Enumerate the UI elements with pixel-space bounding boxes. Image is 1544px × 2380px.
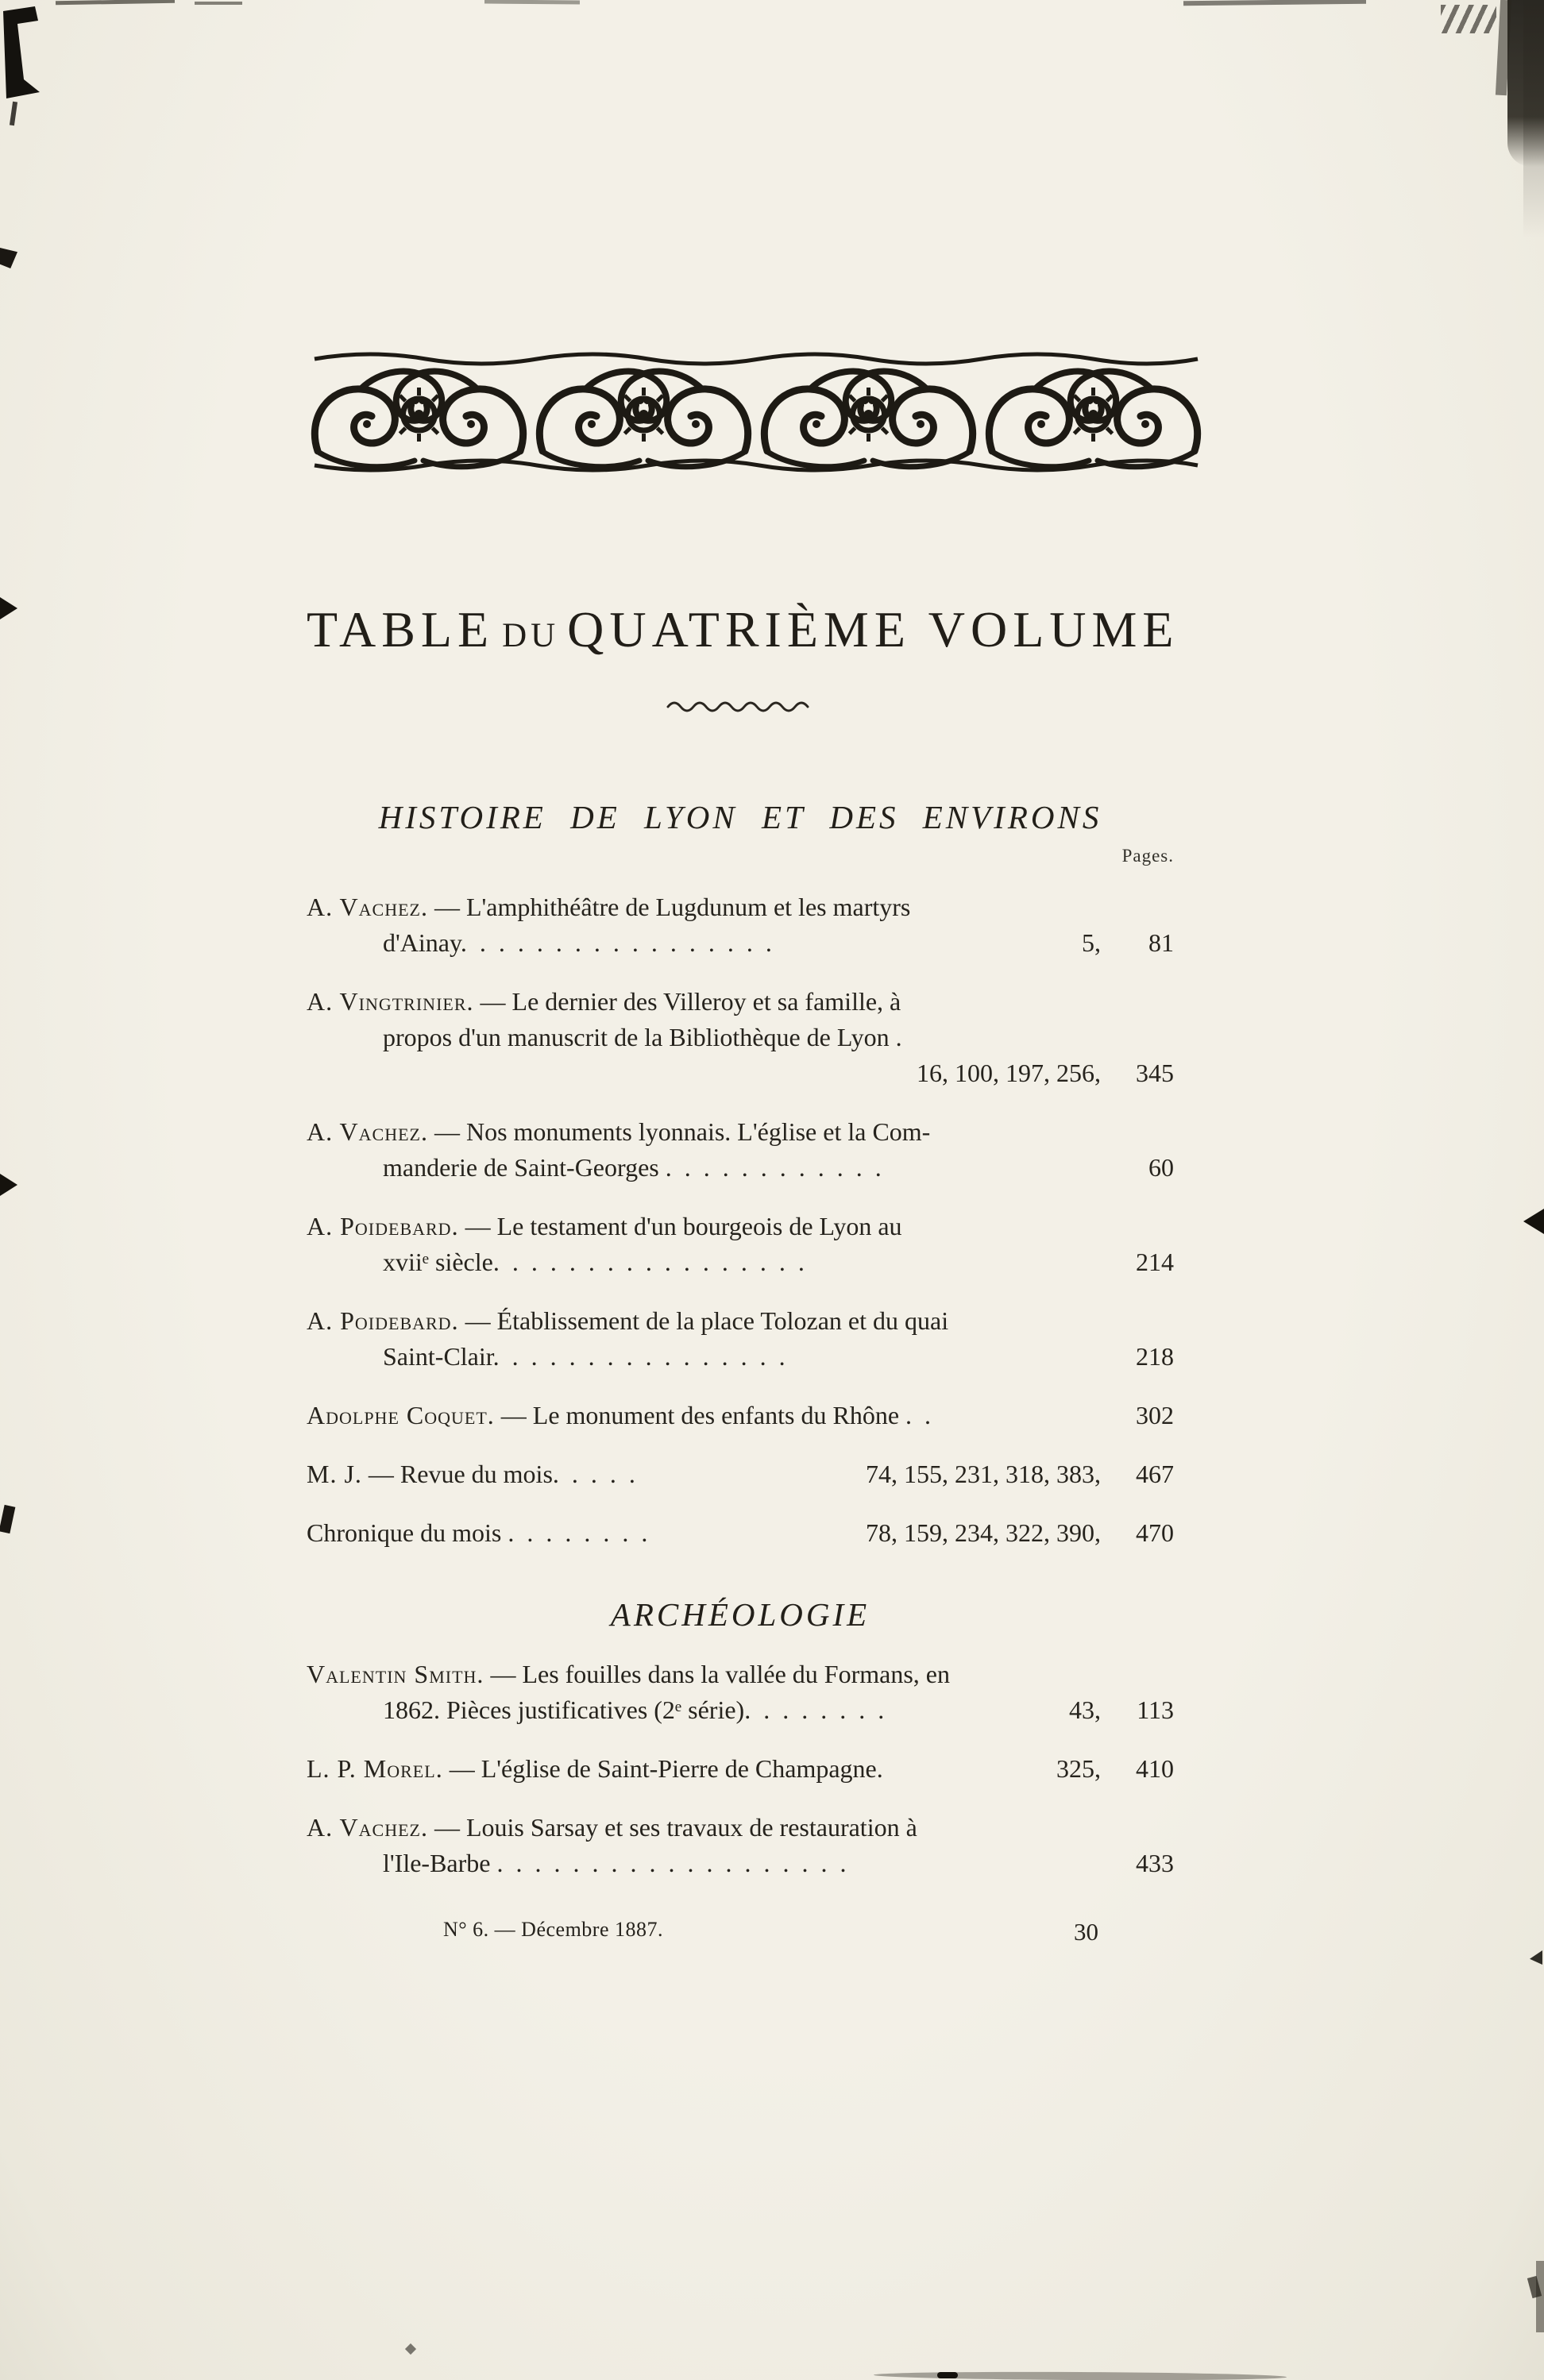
entry-author: A. Vachez. (307, 893, 428, 921)
entry-text: — Louis Sarsay et ses travaux de restauration à (427, 1813, 917, 1842)
entry-line (307, 1150, 1174, 1186)
title-word: TABLE (307, 601, 495, 658)
entry-text: propos d'un manuscrit de la Bibliothèque de Lyon . (383, 1023, 902, 1051)
entry-page-number: 470 (1136, 1518, 1174, 1547)
entry-author: L. P. Morel. (307, 1754, 443, 1783)
entry-author: A. Vingtrinier. (307, 987, 474, 1016)
toc-entries-histoire (307, 889, 1174, 1551)
entry-author: Adolphe Coquet. (307, 1401, 495, 1429)
toc-entry (307, 889, 1174, 961)
entry-text: l'Ile-Barbe . . . . . . . . . . . . . . . . . . . (383, 1849, 847, 1877)
entry-text: — Revue du mois. . . . . (361, 1460, 635, 1488)
toc-entry (307, 1515, 1174, 1551)
toc-entry (307, 1657, 1174, 1728)
entry-line (307, 1339, 1174, 1375)
text-column (307, 348, 1179, 1956)
entry-page-number: 60 (1148, 1153, 1174, 1182)
toc-entry (307, 1114, 1174, 1186)
entry-text: manderie de Saint-Georges . . . . . . . . . . . . (383, 1153, 882, 1182)
scan-artifact (1441, 5, 1496, 33)
entry-line (307, 1244, 1174, 1280)
entry-page-number: 113 (1137, 1695, 1174, 1724)
entry-mid-pages: 5, (1082, 928, 1101, 957)
entry-author: A. Vachez. (307, 1117, 428, 1146)
scan-artifact (0, 3, 56, 102)
pages-column-label: Pages. (1121, 846, 1174, 866)
entry-line (307, 1515, 1174, 1551)
toc-entry (307, 1209, 1174, 1280)
entry-line (307, 889, 1174, 925)
squiggle-icon (665, 697, 816, 715)
scan-artifact (0, 1174, 17, 1196)
entry-text: Chronique du mois . . . . . . . . (307, 1518, 648, 1547)
entry-text: Saint-Clair. . . . . . . . . . . . . . . . (383, 1342, 786, 1371)
entry-page-number: 410 (1136, 1754, 1174, 1783)
toc-entry (307, 1303, 1174, 1375)
entry-text: — Nos monuments lyonnais. L'église et la Com- (427, 1117, 931, 1146)
scan-artifact (0, 248, 17, 268)
entry-page-number: 433 (1136, 1849, 1174, 1877)
entry-line (307, 1692, 1174, 1728)
entry-text: — L'amphithéâtre de Lugdunum et les martyrs (427, 893, 911, 921)
entry-page-number: 467 (1136, 1460, 1174, 1488)
entry-mid-pages: 74, 155, 231, 318, 383, (866, 1460, 1101, 1488)
entry-line (307, 1303, 1174, 1339)
entry-text: — Les fouilles dans la vallée du Formans, en (484, 1660, 950, 1688)
entry-mid-pages: 43, (1069, 1695, 1101, 1724)
entry-page-number: 81 (1148, 928, 1174, 957)
scan-artifact (1183, 0, 1366, 6)
signature-number: 30 (1074, 1918, 1098, 1946)
scan-artifact (0, 597, 17, 619)
page-footer (307, 1918, 1174, 1956)
ornament-band (307, 348, 1206, 476)
scan-artifact (1523, 0, 1544, 238)
entry-line (307, 1114, 1174, 1150)
toc-entry (307, 1751, 1174, 1787)
entry-line (307, 925, 1174, 961)
entry-text: — Le testament d'un bourgeois de Lyon au (458, 1212, 902, 1240)
page-title (307, 600, 1179, 659)
squiggle-divider (307, 697, 1174, 719)
scan-artifact (0, 1505, 15, 1533)
scan-artifact (1530, 1950, 1542, 1965)
scan-artifact (874, 2371, 1287, 2380)
scan-artifact (937, 2372, 958, 2378)
entry-line (307, 984, 1174, 1020)
entry-text: — L'église de Saint-Pierre de Champagne. (442, 1754, 883, 1783)
entry-page-number: 302 (1136, 1401, 1174, 1429)
toc-entry (307, 1398, 1174, 1433)
scan-artifact (56, 0, 175, 5)
entry-text: 1862. Pièces justificatives (2ᵉ série). . . . . . . . (383, 1695, 885, 1724)
scan-artifact (405, 2343, 416, 2355)
entry-text: — Le monument des enfants du Rhône . . (494, 1401, 932, 1429)
entry-author: A. Poidebard. (307, 1306, 459, 1335)
entry-mid-pages: 325, (1056, 1754, 1101, 1783)
entry-line (307, 1751, 1174, 1787)
toc-entry (307, 1456, 1174, 1492)
entry-author: A. Vachez. (307, 1813, 428, 1842)
entry-mid-pages: 16, 100, 197, 256, (917, 1059, 1101, 1087)
toc-entry (307, 984, 1174, 1091)
entry-line (307, 1846, 1174, 1881)
entry-page-number: 214 (1136, 1248, 1174, 1276)
scan-artifact (195, 2, 242, 5)
title-word: QUATRIÈME VOLUME (567, 601, 1179, 658)
scan-artifact (1523, 1209, 1544, 1234)
entry-line (307, 1657, 1174, 1692)
entry-line (307, 1209, 1174, 1244)
entry-text: d'Ainay. . . . . . . . . . . . . . . . . (383, 928, 772, 957)
entry-author: Valentin Smith. (307, 1660, 484, 1688)
section-heading-archeologie: ARCHÉOLOGIE (610, 1596, 870, 1633)
section-heading-histoire: HISTOIRE DE LYON ET DES ENVIRONS (378, 799, 1102, 835)
toc-entry (307, 1810, 1174, 1881)
title-word-small: DU (502, 617, 560, 654)
entry-text: — Le dernier des Villeroy et sa famille, à (473, 987, 901, 1016)
entry-page-number: 218 (1136, 1342, 1174, 1371)
entry-mid-pages: 78, 159, 234, 322, 390, (866, 1518, 1101, 1547)
entry-author: A. Poidebard. (307, 1212, 459, 1240)
footer-issue-note: N° 6. — Décembre 1887. (443, 1918, 663, 1941)
entry-line (307, 1020, 1174, 1055)
toc-entries-archeologie (307, 1657, 1174, 1881)
entry-text: xviiᵉ siècle. . . . . . . . . . . . . . . . . (383, 1248, 805, 1276)
scan-artifact (484, 0, 580, 5)
entry-line (307, 1055, 1174, 1091)
entry-author: M. J. (307, 1460, 362, 1488)
entry-page-number: 345 (1136, 1059, 1174, 1087)
entry-line (307, 1456, 1174, 1492)
entry-line (307, 1810, 1174, 1846)
entry-text: — Établissement de la place Tolozan et du quai (458, 1306, 949, 1335)
scan-artifact (10, 102, 17, 126)
entry-line (307, 1398, 1174, 1433)
